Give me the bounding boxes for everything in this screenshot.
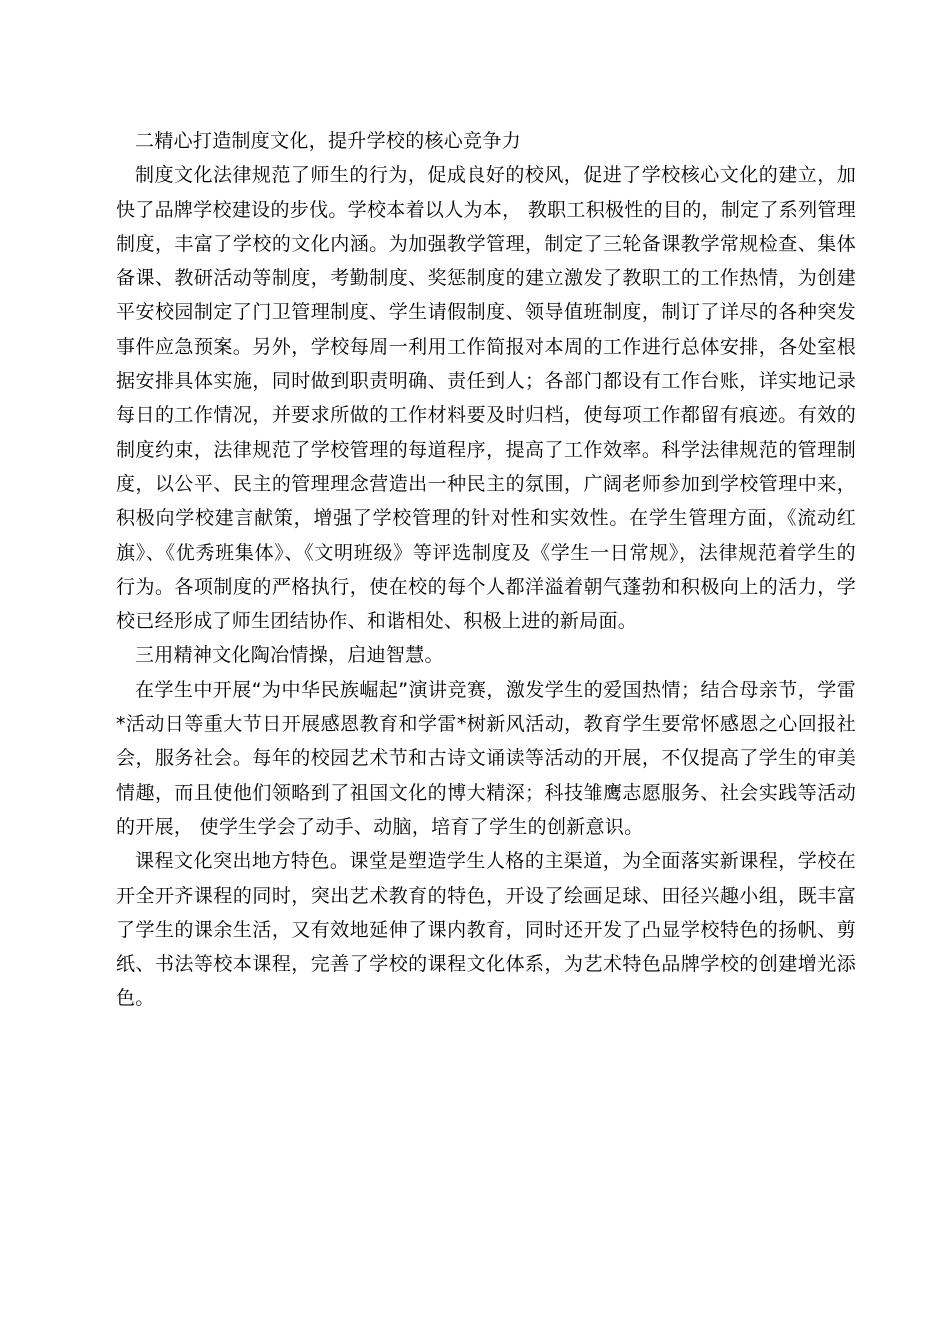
paragraph-curriculum-culture: 课程文化突出地方特色。课堂是塑造学生人格的主渠道，为全面落实新课程，学校在开全开齐课程的同时，突出艺术教育的特色，开设了绘画足球、田径兴趣小组，既丰富了学生的课余生活，又有效地延伸了课内教育，同时还开发了凸显学校特色的扬帆、剪纸、书法等校本课程，完善了学校的课程文化体系，为艺术特色品牌学校的创建增光添色。: [116, 850, 856, 1010]
section-heading-2: 二精心打造制度文化，提升学校的核心竞争力: [135, 130, 522, 152]
section-heading-3: 三用精神文化陶冶情操，启迪智慧。: [135, 644, 444, 667]
document-body: [116, 124, 856, 1016]
paragraph-spiritual-culture: 在学生中开展“为中华民族崛起”演讲竞赛，激发学生的爱国热情；结合母亲节，学雷*活动日等重大节日开展感恩教育和学雷*树新风活动，教育学生要常怀感恩之心回报社会，服务社会。每年的校园艺术节和古诗文诵读等活动的开展，不仅提高了学生的审美情趣，而且使他们领略到了祖国文化的博大精深；科技雏鹰志愿服务、社会实践等活动的开展， 使学生学会了动手、动脑，培育了学生的创新意识。: [116, 678, 856, 838]
paragraph-institutional-culture: 制度文化法律规范了师生的行为，促成良好的校风，促进了学校核心文化的建立，加快了品牌学校建设的步伐。学校本着以人为本， 教职工积极性的目的，制定了系列管理制度，丰富了学校的文化内涵。为加强教学管理，制定了三轮备课教学常规检查、集体备课、教研活动等制度，考勤制度、奖惩制度的建立激发了教职工的工作热情，为创建平安校园制定了门卫管理制度、学生请假制度、领导值班制度，制订了详尽的各种突发事件应急预案。另外，学校每周一利用工作简报对本周的工作进行总体安排，各处室根据安排具体实施，同时做到职责明确、责任到人；各部门都设有工作台账，详实地记录每日的工作情况，并要求所做的工作材料要及时归档，使每项工作都留有痕迹。有效的制度约束，法律规范了学校管理的每道程序，提高了工作效率。科学法律规范的管理制度，以公平、民主的管理理念营造出一种民主的氛围，广阔老师参加到学校管理中来，积极向学校建言献策，增强了学校管理的针对性和实效性。在学生管理方面，《流动红旗》、《优秀班集体》、《文明班级》等评选制度及《学生一日常规》，法律规范着学生的行为。各项制度的严格执行，使在校的每个人都洋溢着朝气蓬勃和积极向上的活力，学校已经形成了师生团结协作、和谐相处、积极上进的新局面。: [116, 164, 856, 633]
